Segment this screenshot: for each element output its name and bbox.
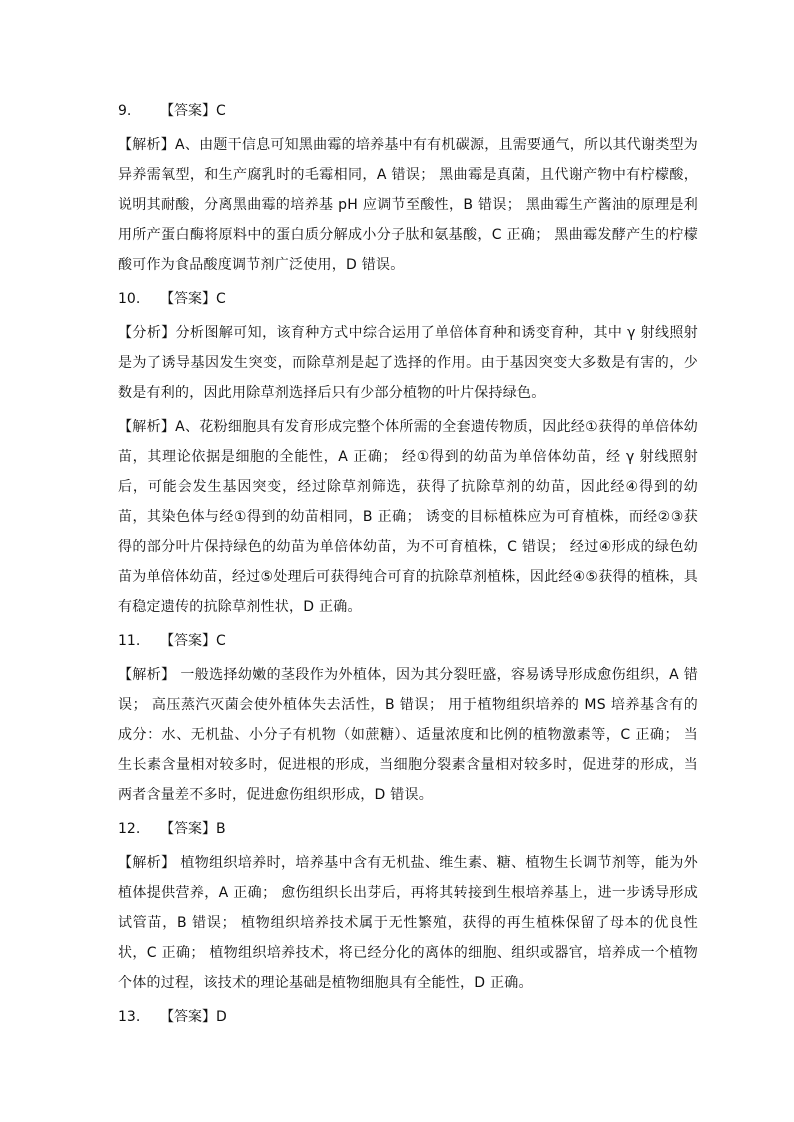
explanation-paragraph (118, 848, 698, 998)
question-number: 12. (118, 821, 141, 837)
paragraph-label: 【分析】 (118, 325, 176, 341)
answer-label: 【答案】C (160, 633, 226, 649)
paragraph-text: 植物组织培养时，培养基中含有无机盐、维生素、糖、植物生长调节剂等，能为外植体提供营养，A 正确； 愈伤组织长出芽后，再将其转接到生根培养基上，进一步诱导形成试管苗，B 错误； 植物组织培养技术属于无性繁殖，获得的再生植株保留了母本的优良性状，C 正确； 植物组织培养技术，将已经分化的离体的细胞、组织或器官，培养成一个植物个体的过程，该技术的理论基础是植物细胞具有全能性，D 正确。 (118, 855, 698, 991)
explanation-paragraph (118, 660, 698, 810)
analysis-paragraph (118, 318, 698, 408)
question-number: 9. (118, 103, 132, 119)
paragraph-label: 【解析】 (118, 137, 176, 153)
question-11-header (118, 626, 698, 656)
paragraph-text: 一般选择幼嫩的茎段作为外植体，因为其分裂旺盛，容易诱导形成愈伤组织，A 错误； 高压蒸汽灭菌会使外植体失去活性，B 错误； 用于植物组织培养的 MS 培养基含有的成分：水、无机盐、小分子有机物（如蔗糖）、适量浓度和比例的植物激素等，C 正确； 当生长素含量相对较多时，促进根的形成，当细胞分裂素含量相对较多时，促进芽的形成，当两者含量差不多时，促进愈伤组织形成，D 错误。 (118, 667, 699, 803)
paragraph-text: A、花粉细胞具有发育形成完整个体所需的全套遗传物质，因此经①获得的单倍体幼苗，其理论依据是细胞的全能性，A 正确； 经①得到的幼苗为单倍体幼苗，经 γ 射线照射后，可能会发生基因突变，经过除草剂筛选，获得了抗除草剂的幼苗，因此经④得到的幼苗，其染色体与经①得到的幼苗相同，B 正确； 诱变的目标植株应为可育植株，而经②③获得的部分叶片保持绿色的幼苗为单倍体幼苗，为不可育植株，C 错误； 经过④形成的绿色幼苗为单倍体幼苗，经过⑤处理后可获得纯合可育的抗除草剂植株，因此经④⑤获得的植株，具有稳定遗传的抗除草剂性状，D 正确。 (118, 419, 698, 615)
answer-label: 【答案】C (160, 103, 226, 119)
paragraph-text: A、由题干信息可知黑曲霉的培养基中有有机碳源，且需要通气，所以其代谢类型为异养需氧型，和生产腐乳时的毛霉相同，A 错误； 黑曲霉是真菌，且代谢产物中有柠檬酸，说明其耐酸，分离黑曲霉的培养基 pH 应调节至酸性，B 错误； 黑曲霉生产酱油的原理是利用所产蛋白酶将原料中的蛋白质分解成小分子肽和氨基酸，C 正确； 黑曲霉发酵产生的柠檬酸可作为食品酸度调节剂广泛使用，D 错误。 (118, 137, 699, 273)
question-12-header (118, 814, 698, 844)
answer-label: 【答案】C (160, 291, 226, 307)
question-number: 11. (118, 633, 141, 649)
paragraph-text: 分析图解可知，该育种方式中综合运用了单倍体育种和诱变育种，其中 γ 射线照射是为了诱导基因发生突变，而除草剂是起了选择的作用。由于基因突变大多数是有害的，少数是有利的，因此用除草剂选择后只有少部分植物的叶片保持绿色。 (118, 325, 699, 401)
paragraph-label: 【解析】 (118, 855, 176, 871)
question-13-header (118, 1002, 698, 1032)
answer-label: 【答案】B (160, 821, 226, 837)
question-number: 13. (118, 1009, 141, 1025)
paragraph-label: 【解析】 (118, 667, 176, 683)
question-9-header (118, 96, 698, 126)
question-number: 10. (118, 291, 141, 307)
paragraph-label: 【解析】 (118, 419, 176, 435)
question-10-header (118, 284, 698, 314)
explanation-paragraph (118, 130, 698, 280)
answer-label: 【答案】D (160, 1009, 227, 1025)
explanation-paragraph (118, 412, 698, 622)
